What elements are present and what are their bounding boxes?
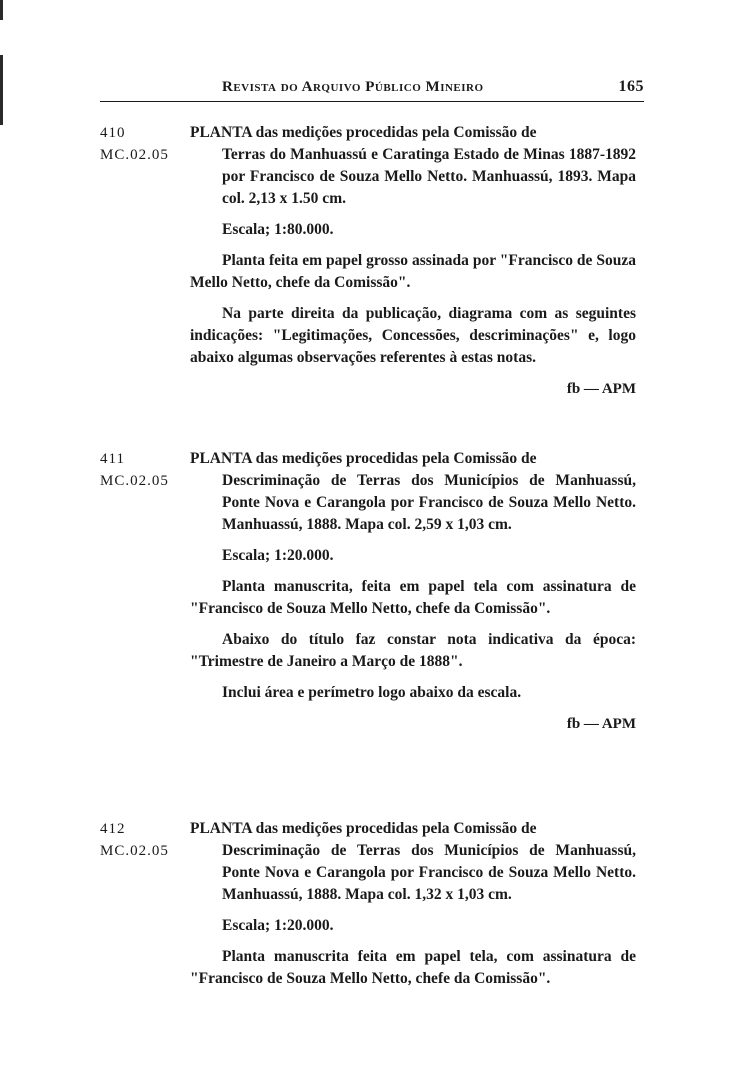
entry-title-first-line: PLANTA das medições procedidas pela Comissão de	[190, 820, 537, 837]
scan-edge-mark-top	[0, 0, 3, 20]
entry-title	[190, 818, 636, 906]
page-number: 165	[618, 78, 644, 95]
entry-body	[190, 818, 636, 999]
entry-identifier	[100, 122, 169, 166]
entry-code: MC.02.05	[100, 843, 169, 859]
entry-credit: fb — APM	[566, 716, 636, 732]
entry-credit: fb — APM	[566, 381, 636, 397]
journal-title: Revista do Arquivo Público Mineiro	[222, 79, 484, 95]
entry-note: Planta feita em papel grosso assinada por "Francisco de Souza Mello Netto, chefe da Comissão".	[190, 252, 636, 291]
header-rule	[100, 101, 644, 102]
entry-identifier	[100, 818, 169, 862]
entry-number: 410	[100, 125, 126, 141]
entry-title-continuation: Descriminação de Terras dos Municípios de Manhuassú, Ponte Nova e Carangola por Francisco de Souza Mello Netto. Manhuassú, 1888. Mapa col. 1,32 x 1,03 cm.	[222, 842, 636, 903]
entry-number: 411	[100, 451, 125, 467]
entry-title	[190, 122, 636, 210]
entry-code: MC.02.05	[100, 473, 169, 489]
entry-title	[190, 448, 636, 536]
entry-note: Inclui área e perímetro logo abaixo da escala.	[222, 684, 522, 701]
entry-body	[190, 122, 636, 400]
entry-scale: Escala; 1:20.000.	[222, 917, 334, 934]
entry-scale: Escala; 1:80.000.	[222, 221, 334, 238]
entry-identifier	[100, 448, 169, 492]
page-header	[100, 78, 644, 96]
entry-note: Abaixo do título faz constar nota indicativa da época: "Trimestre de Janeiro a Março de 1888".	[190, 631, 636, 670]
entry-number: 412	[100, 821, 126, 837]
entry-body	[190, 448, 636, 735]
scan-edge-mark-middle	[0, 55, 3, 125]
entry-title-first-line: PLANTA das medições procedidas pela Comissão de	[190, 124, 537, 141]
entry-note: Na parte direita da publicação, diagrama com as seguintes indicações: "Legitimações, Concessões, descriminações" e, logo abaixo algumas observações referentes à estas notas.	[190, 305, 636, 366]
entry-title-continuation: Terras do Manhuassú e Caratinga Estado de Minas 1887-1892 por Francisco de Souza Mello Netto. Manhuassú, 1893. Mapa col. 2,13 x 1.50 cm.	[222, 146, 636, 207]
entry-scale: Escala; 1:20.000.	[222, 547, 334, 564]
entry-code: MC.02.05	[100, 147, 169, 163]
entry-note: Planta manuscrita feita em papel tela, com assinatura de "Francisco de Souza Mello Netto, chefe da Comissão".	[190, 948, 636, 987]
entry-note: Planta manuscrita, feita em papel tela com assinatura de "Francisco de Souza Mello Netto, chefe da Comissão".	[190, 578, 636, 617]
entry-title-continuation: Descriminação de Terras dos Municípios de Manhuassú, Ponte Nova e Carangola por Francisco de Souza Mello Netto. Manhuassú, 1888. Mapa col. 2,59 x 1,03 cm.	[222, 472, 636, 533]
entry-title-first-line: PLANTA das medições procedidas pela Comissão de	[190, 450, 537, 467]
